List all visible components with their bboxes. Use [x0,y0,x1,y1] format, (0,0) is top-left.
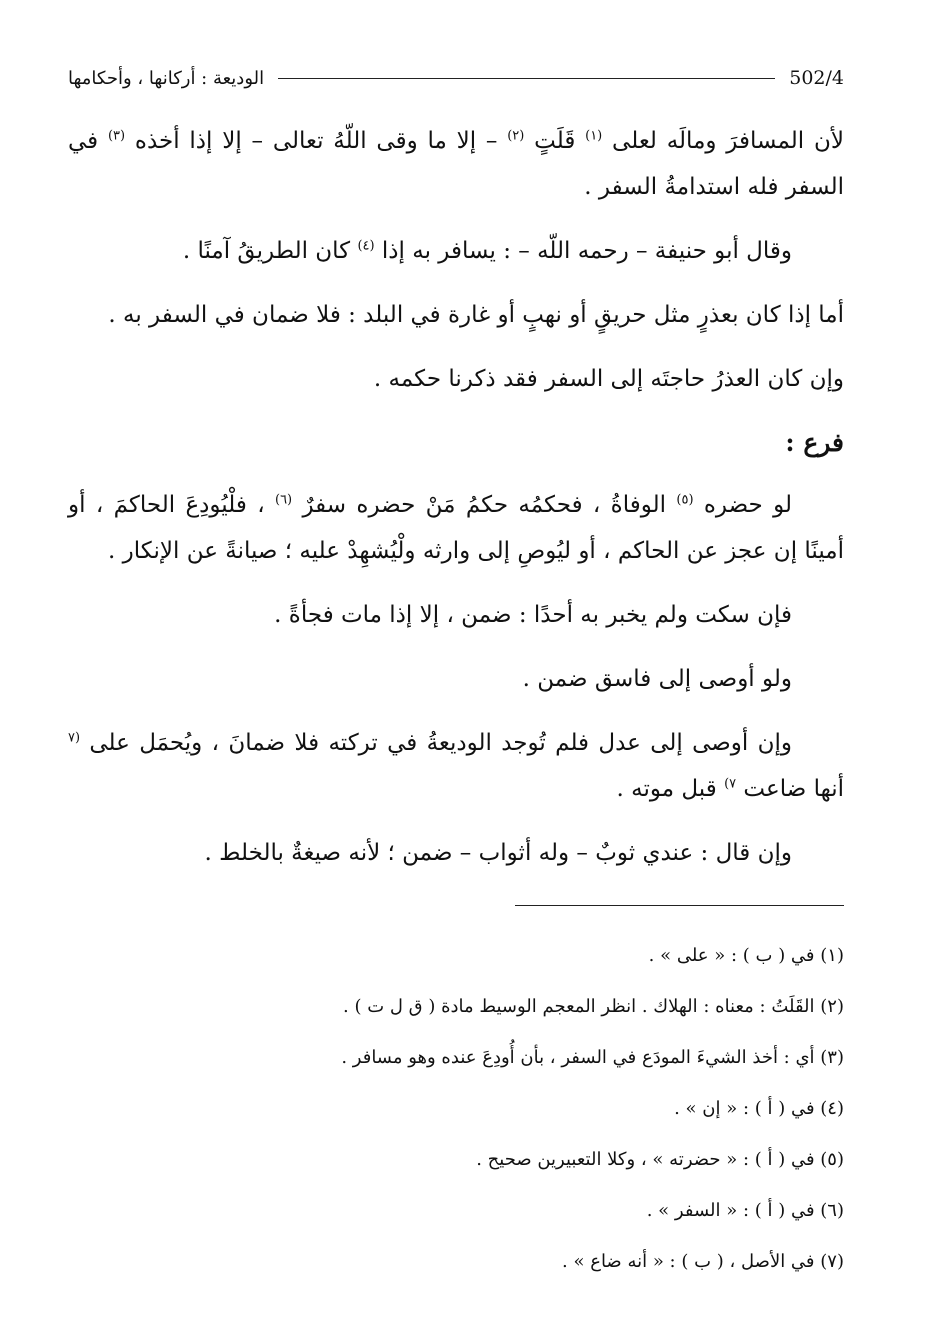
paragraph-1-text-1: لأن المسافرَ ومالَه لعلى [602,128,844,154]
footnotes [68,930,844,1287]
footnote-2: (٢) القَلَتُ : معناه : الهلاك . انظر المعجم الوسيط مادة ( ق ل ت ) . [343,996,844,1017]
paragraph-2 [68,228,844,274]
page-number: 502/4 [789,67,844,89]
paragraph-5-text-3: ، فلْيُودِعَ الحاكمَ ، أو أمينًا إن عجز عن الحاكم ، أو ليُوصِ إلى وارثه ولْيُشهِدْ عليه ؛ صيانةً عن الإنكار . [68,492,844,564]
paragraph-1-text-3: – إلا ما وقى اللّهُ تعالى – إلا إذا أخذه [125,128,508,154]
paragraph-5 [68,482,844,574]
paragraph-7: ولو أوصى إلى فاسق ضمن . [522,666,792,692]
footnote-ref-7-close: ٧) [724,776,737,792]
footnote-7: (٧) في الأصل ، ( ب ) : « أنه ضاع » . [562,1251,844,1272]
paragraph-8-text-3: قبل موته . [616,776,725,802]
footnote-6: (٦) في ( أ ) : « السفر » . [646,1200,844,1221]
paragraph-4: وإن كان العذرُ حاجتَه إلى السفر فقد ذكرنا حكمه . [373,366,844,392]
footnote-5: (٥) في ( أ ) : « حضرته » ، وكلا التعبيرين صحيح . [476,1149,844,1170]
footnote-ref-4: (٤) [357,238,375,254]
paragraph-5-text-2: الوفاةُ ، فحكمُه حكمُ مَنْ حضره سفرٌ [292,492,677,518]
paragraph-3: أما إذا كان بعذرٍ مثل حريقٍ أو نهبٍ أو غارة في البلد : فلا ضمان في السفر به . [108,302,844,328]
footnote-ref-5: (٥) [676,492,694,508]
paragraph-9: وإن قال : عندي ثوبٌ – وله أثواب – ضمن ؛ لأنه صيغةٌ بالخلط . [204,840,792,866]
paragraph-8 [68,720,844,812]
header-rule [278,78,775,79]
paragraph-1 [68,118,844,210]
footnote-ref-1: (١) [585,128,603,144]
footnote-1: (١) في ( ب ) : « على » . [648,945,844,966]
paragraph-8-text-2: أنها ضاعت [736,776,844,802]
paragraph-8-text-1: وإن أوصى إلى عدل فلم تُوجد الوديعةُ في تركته فلا ضمانَ ، ويُحمَل على [80,730,792,756]
running-header [68,62,844,94]
paragraph-1-text-4: في السفر فله استدامةُ السفر . [68,128,844,200]
paragraph-1-text-2: قَلَتٍ [524,128,586,154]
paragraph-2-text-1: وقال أبو حنيفة – رحمه اللّه – : يسافر به إذا [374,238,792,264]
footnote-3: (٣) أي : أخذ الشيءَ المودَع في السفر ، بأن أُودِعَ عنده وهو مسافر . [341,1047,844,1068]
footnote-ref-2: (٢) [507,128,525,144]
footnote-ref-3: (٣) [107,128,126,144]
main-text [68,118,844,894]
paragraph-2-text-2: كان الطريقُ آمنًا . [182,238,358,264]
footnote-ref-7-open: (٧ [68,730,81,746]
footnote-4: (٤) في ( أ ) : « إن » . [674,1098,844,1119]
running-title: الوديعة : أركانها ، وأحكامها [68,67,265,89]
paragraph-6: فإن سكت ولم يخبر به أحدًا : ضمن ، إلا إذا مات فجأةً . [274,602,792,628]
section-heading: فرع : [785,428,844,457]
footnote-ref-6: (٦) [274,492,293,508]
paragraph-5-text-1: لو حضره [693,492,792,518]
footnote-separator [515,905,844,906]
